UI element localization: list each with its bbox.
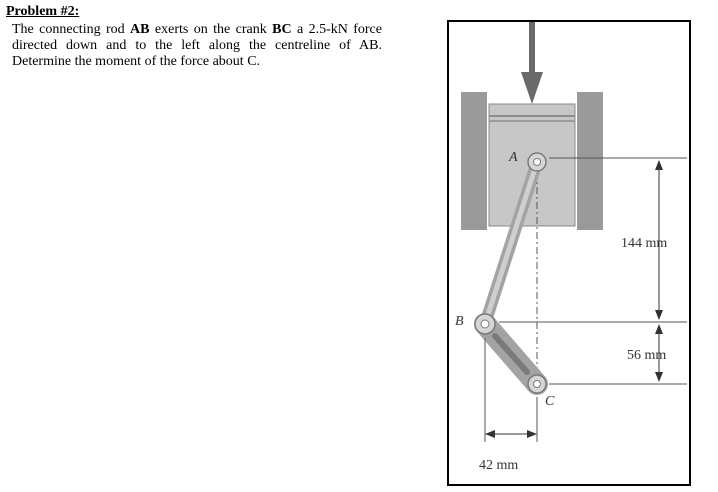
dimension-arrow-42-left xyxy=(485,430,495,438)
dimension-arrow-144-top xyxy=(655,160,663,170)
statement-part: exerts on the crank xyxy=(149,22,273,37)
mechanism-drawing xyxy=(449,22,689,484)
cylinder-wall-left xyxy=(461,92,487,230)
mechanism-figure xyxy=(447,20,691,486)
point-a-label: A xyxy=(509,150,518,165)
pin-a-center xyxy=(534,159,541,166)
rod-ab-label: AB xyxy=(130,22,150,37)
problem-title: Problem #2: xyxy=(6,4,80,19)
statement-part: The connecting rod xyxy=(12,22,131,37)
dimension-arrow-144-bottom xyxy=(655,310,663,320)
cylinder-wall-right xyxy=(577,92,603,230)
problem-block xyxy=(6,4,382,70)
dimension-arrow-56-top xyxy=(655,324,663,334)
point-c-label: C xyxy=(545,394,555,409)
dimension-label-56: 56 mm xyxy=(627,348,667,363)
pin-c-center xyxy=(534,381,541,388)
dimension-arrow-56-bottom xyxy=(655,372,663,382)
dimension-arrow-42-right xyxy=(527,430,537,438)
force-arrow-head xyxy=(521,72,543,104)
pin-b-center xyxy=(481,320,489,328)
dimension-label-144: 144 mm xyxy=(621,236,668,251)
dimension-label-42: 42 mm xyxy=(479,458,519,473)
crank-bc-label: BC xyxy=(272,22,292,37)
force-arrow-shaft xyxy=(529,22,535,74)
problem-statement xyxy=(12,22,382,70)
point-b-label: B xyxy=(455,314,464,329)
statement-part: a 2.5-kN force directed down and to the left along the centreline of AB. Determine the moment of the force about C. xyxy=(12,22,382,69)
